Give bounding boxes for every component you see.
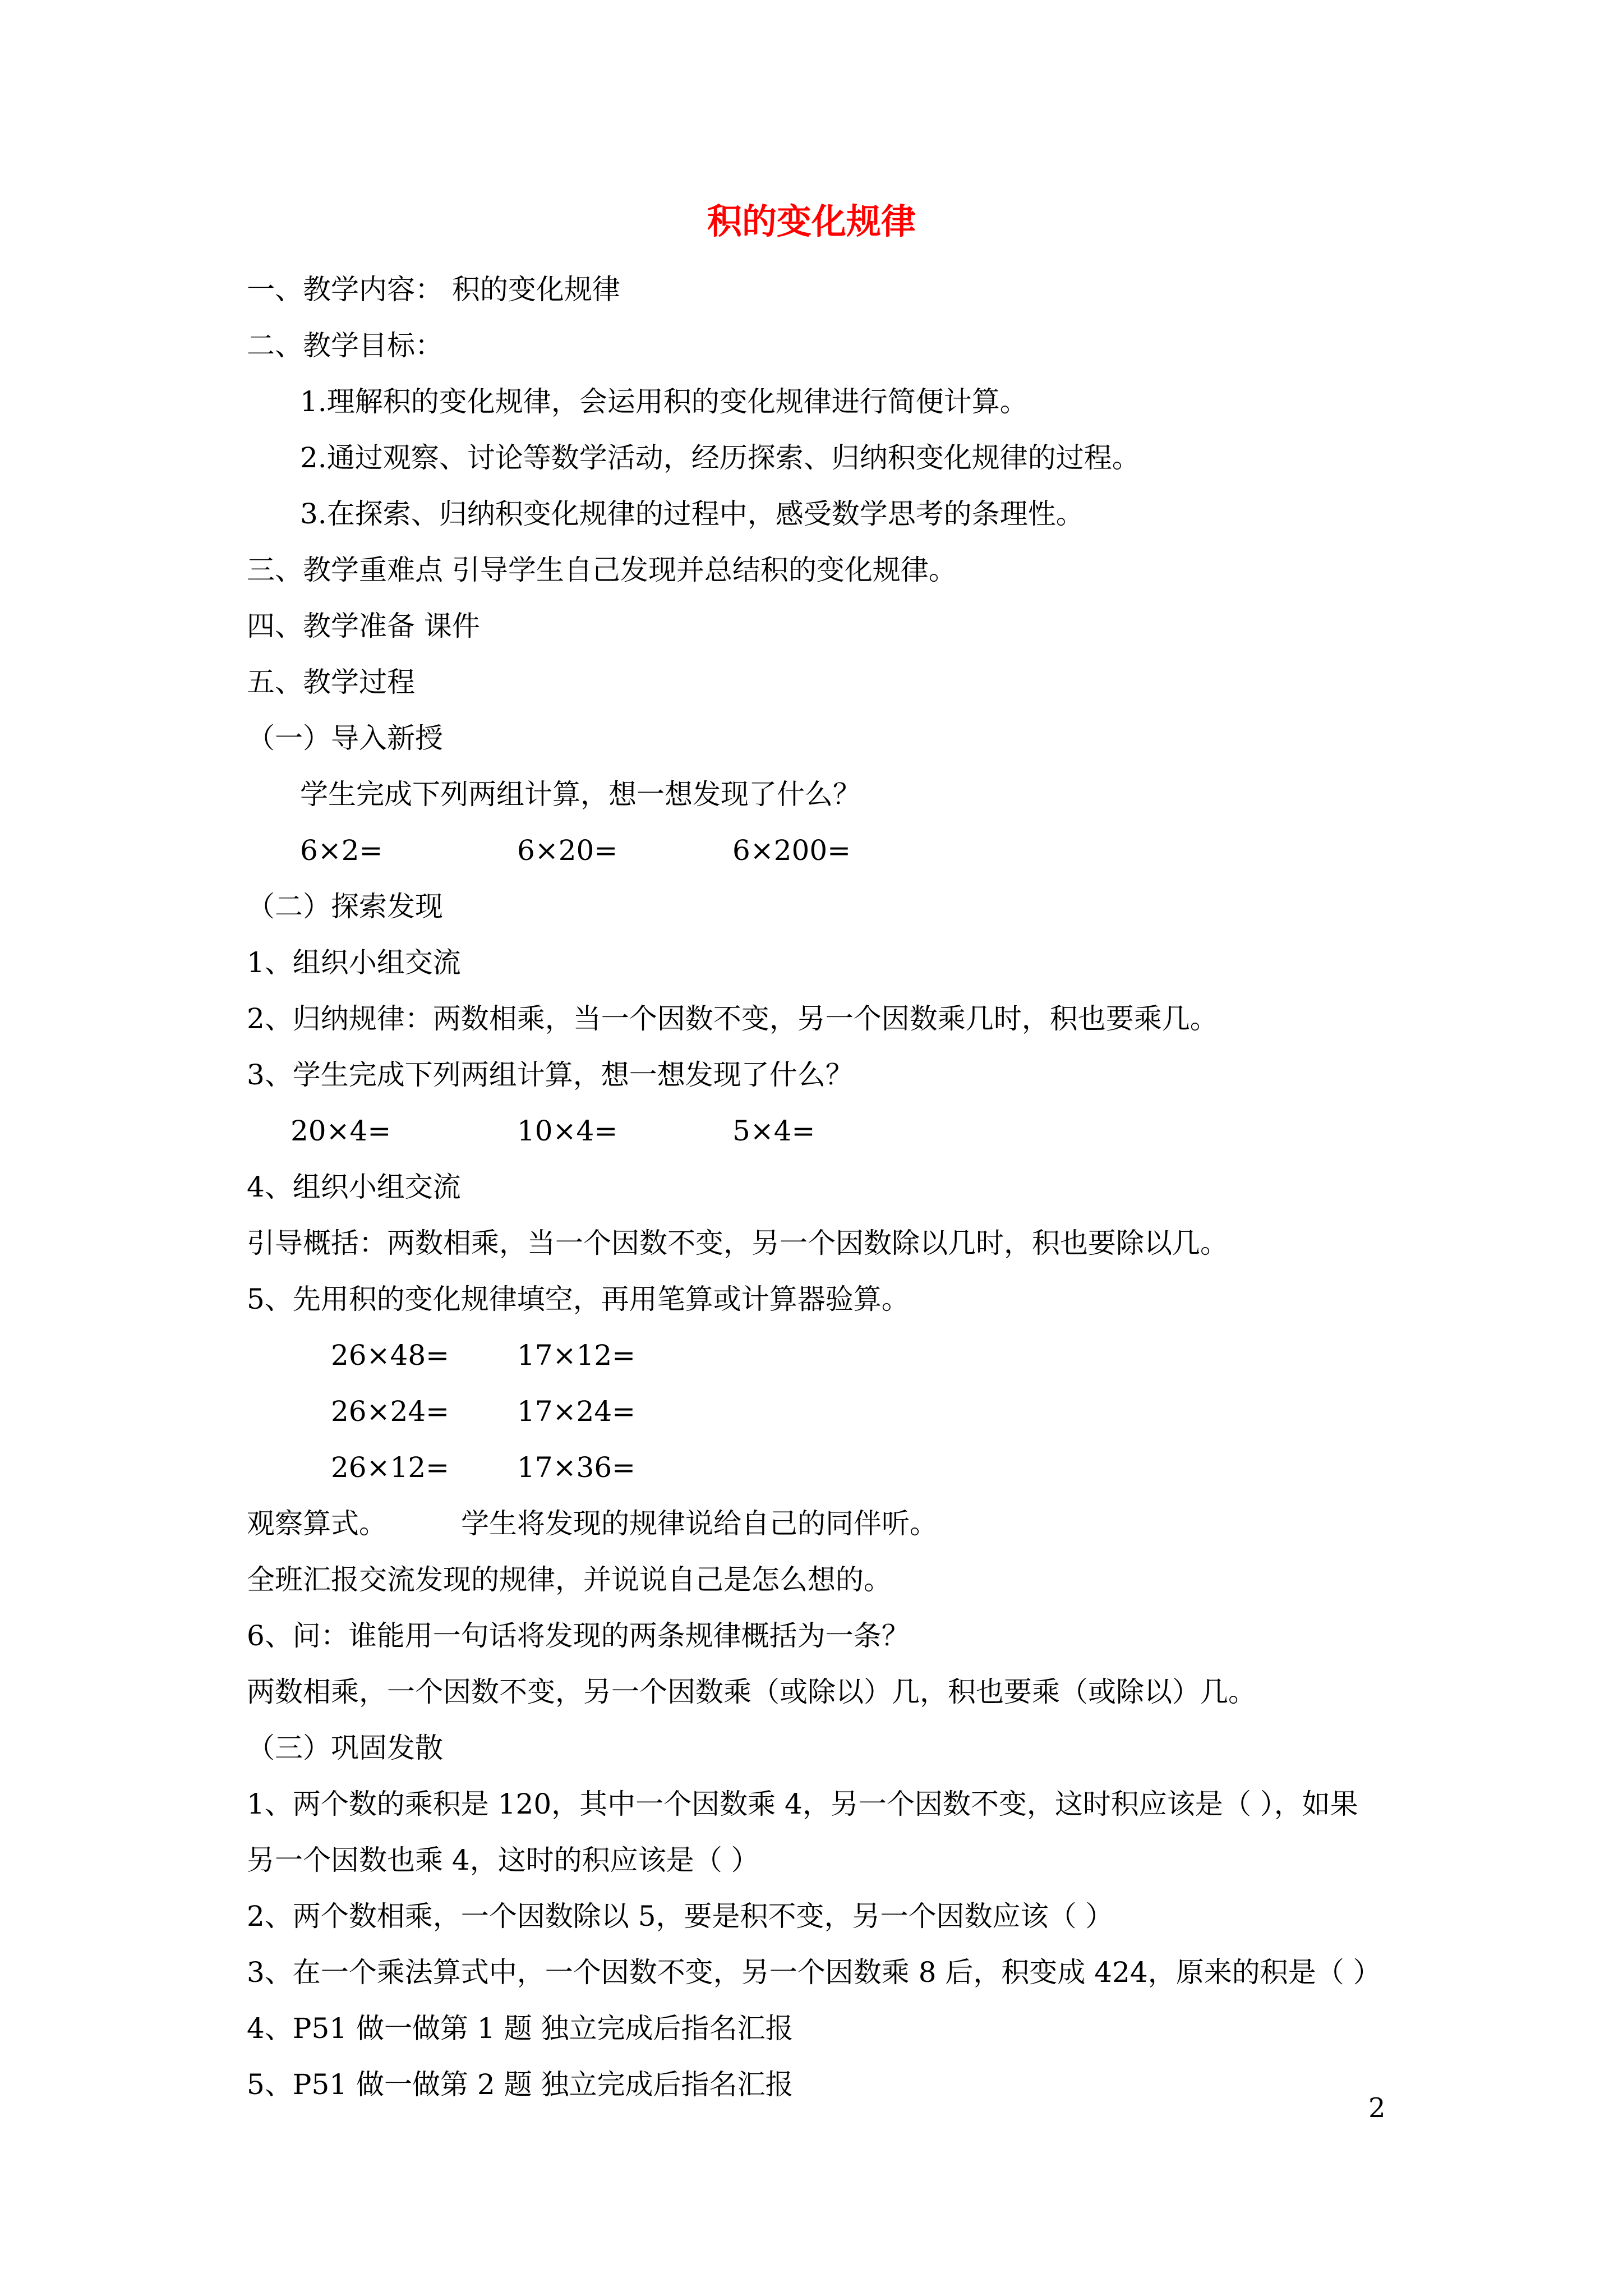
- part2-summary: 两数相乘，一个因数不变，另一个因数乘（或除以）几，积也要乘（或除以）几。: [247, 1676, 1256, 1708]
- section-preparation: 四、教学准备 课件: [247, 610, 480, 642]
- exercise-item: 3、在一个乘法算式中，一个因数不变，另一个因数乘 8 后，积变成 424，原来的积是（ ）: [247, 1956, 1381, 1989]
- exercise-item: 1、两个数的乘积是 120，其中一个因数乘 4，另一个因数不变，这时积应该是（ ），如果: [247, 1788, 1358, 1820]
- observe-text: 观察算式。: [247, 1507, 387, 1540]
- section-teaching-goals: 二、教学目标：: [247, 329, 443, 362]
- report-text: 全班汇报交流发现的规律，并说说自己是怎么想的。: [247, 1563, 892, 1596]
- calc-item: 17×24=: [517, 1395, 636, 1428]
- exercise-item: 4、P51 做一做第 1 题 独立完成后指名汇报: [247, 2012, 794, 2045]
- goal-item: 3.在探索、归纳积变化规律的过程中，感受数学思考的条理性。: [300, 498, 1084, 530]
- goal-item: 2.通过观察、讨论等数学活动，经历探索、归纳积变化规律的过程。: [300, 441, 1140, 474]
- calc-item: 20×4=: [291, 1115, 391, 1147]
- section-key-points: 三、教学重难点 引导学生自己发现并总结积的变化规律。: [247, 554, 957, 586]
- part2-step: 4、组织小组交流: [247, 1171, 461, 1203]
- calc-item: 26×12=: [331, 1451, 450, 1484]
- exercise-item: 5、P51 做一做第 2 题 独立完成后指名汇报: [247, 2068, 794, 2101]
- part3-heading: （三）巩固发散: [247, 1732, 443, 1764]
- part2-step: 2、归纳规律：两数相乘，当一个因数不变，另一个因数乘几时，积也要乘几。: [247, 1002, 1218, 1035]
- page-number: 2: [1368, 2092, 1386, 2124]
- part2-guide: 引导概括：两数相乘，当一个因数不变，另一个因数除以几时，积也要除以几。: [247, 1227, 1228, 1259]
- section-process: 五、教学过程: [247, 666, 415, 698]
- part2-step: 6、问：谁能用一句话将发现的两条规律概括为一条？: [247, 1619, 910, 1652]
- calc-item: 17×12=: [517, 1339, 636, 1372]
- part2-step: 5、先用积的变化规律填空，再用笔算或计算器验算。: [247, 1283, 910, 1315]
- calc-item: 5×4=: [732, 1115, 815, 1147]
- calc-item: 17×36=: [517, 1451, 636, 1484]
- calc-item: 6×200=: [732, 834, 851, 867]
- part2-step: 1、组织小组交流: [247, 946, 461, 979]
- calc-item: 6×20=: [517, 834, 618, 867]
- section-teaching-content: 一、教学内容： 积的变化规律: [247, 273, 620, 306]
- part2-heading: （二）探索发现: [247, 890, 443, 923]
- calc-item: 10×4=: [517, 1115, 618, 1147]
- calc-item: 26×48=: [331, 1339, 450, 1372]
- calc-item: 26×24=: [331, 1395, 450, 1428]
- calc-item: 6×2=: [300, 834, 383, 867]
- exercise-item: 另一个因数也乘 4，这时的积应该是（ ）: [247, 1844, 759, 1876]
- part1-heading: （一）导入新授: [247, 722, 443, 754]
- page-title: 积的变化规律: [707, 201, 916, 242]
- observe-text: 学生将发现的规律说给自己的同伴听。: [461, 1507, 938, 1540]
- part2-step: 3、学生完成下列两组计算，想一想发现了什么？: [247, 1059, 854, 1091]
- part1-prompt: 学生完成下列两组计算，想一想发现了什么？: [300, 778, 861, 811]
- exercise-item: 2、两个数相乘，一个因数除以 5，要是积不变，另一个因数应该（ ）: [247, 1900, 1114, 1932]
- goal-item: 1.理解积的变化规律，会运用积的变化规律进行简便计算。: [300, 385, 1028, 418]
